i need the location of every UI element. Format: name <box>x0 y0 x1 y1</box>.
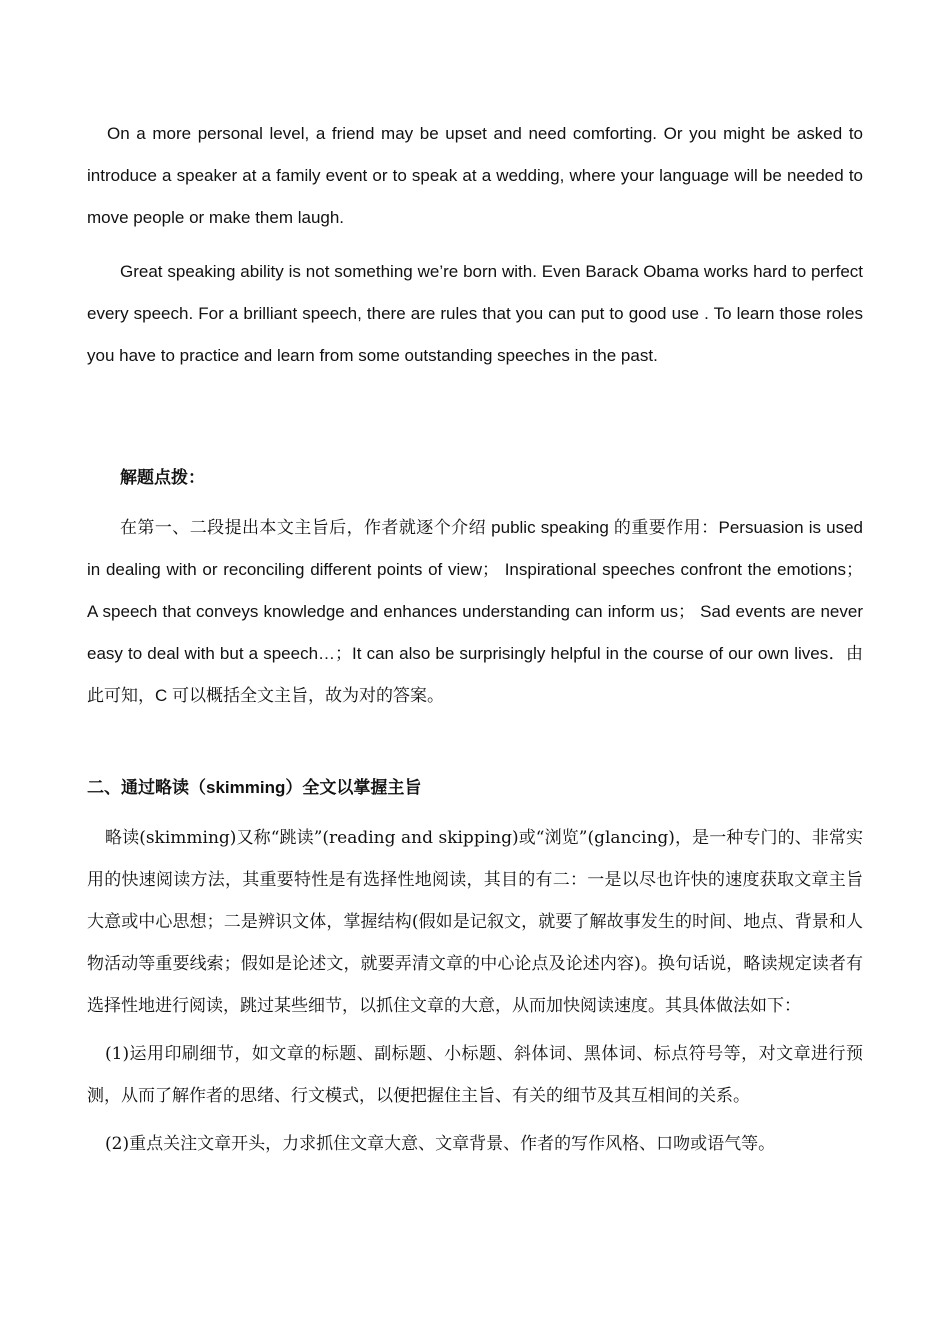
tip-heading: 解题点拨： <box>120 468 205 487</box>
skimming-step-2: (2)重点关注文章开头，力求抓住文章大意、文章背景、作者的写作风格、口吻或语气等。 <box>105 1134 776 1154</box>
skimming-intro: 略读(skimming)又称“跳读”(reading and skipping)或“浏览”(glancing)，是一种专门的、非常实用的快速阅读方法，其重要特性是有选择性地阅读，其目的有二：一是以尽也许快的速度获取文章主旨大意或中心思想；二是辨识文体，掌握结构(假如是记叙文，就要了解故事发生的时间、地点、背景和人物活动等重要线索；假如是论述文，就要弄清文章的中心论点及论述内容)。换句话说，略读规定读者有选择性地进行阅读，跳过某些细节，以抓住文章的大意，从而加快阅读速度。其具体做法如下： <box>87 828 863 1016</box>
paragraph-speaking-ability: Great speaking ability is not something we’re born with. Even Barack Obama works hard to perfect every speech. For a brilliant speech, there are rules that you can put to good use . To learn those roles you have to practice and learn from some outstanding speeches in the past. <box>87 262 863 365</box>
paragraph-personal-level: On a more personal level, a friend may be upset and need comforting. Or you might be asked to introduce a speaker at a family event or to speak at a wedding, where your language will be needed to move people or make them laugh. <box>87 124 863 227</box>
document-page <box>87 113 863 1171</box>
tip-body: 在第一、二段提出本文主旨后，作者就逐个介绍 public speaking 的重要作用：Persuasion is used in dealing with or reconciling different points of view； Inspirational speeches confront the emotions； A speech that conveys knowledge and enhances understanding can inform us； Sad events are never easy to deal with but a speech…；It can also be surprisingly helpful in the course of our own lives．由此可知，C 可以概括全文主旨，故为对的答案。 <box>87 518 863 705</box>
skimming-step-1: (1)运用印刷细节，如文章的标题、副标题、小标题、斜体词、黑体词、标点符号等，对文章进行预测，从而了解作者的思绪、行文模式，以便把握住主旨、有关的细节及其互相间的关系。 <box>87 1044 863 1106</box>
section-heading-skimming: 二、通过略读（skimming）全文以掌握主旨 <box>87 778 422 797</box>
